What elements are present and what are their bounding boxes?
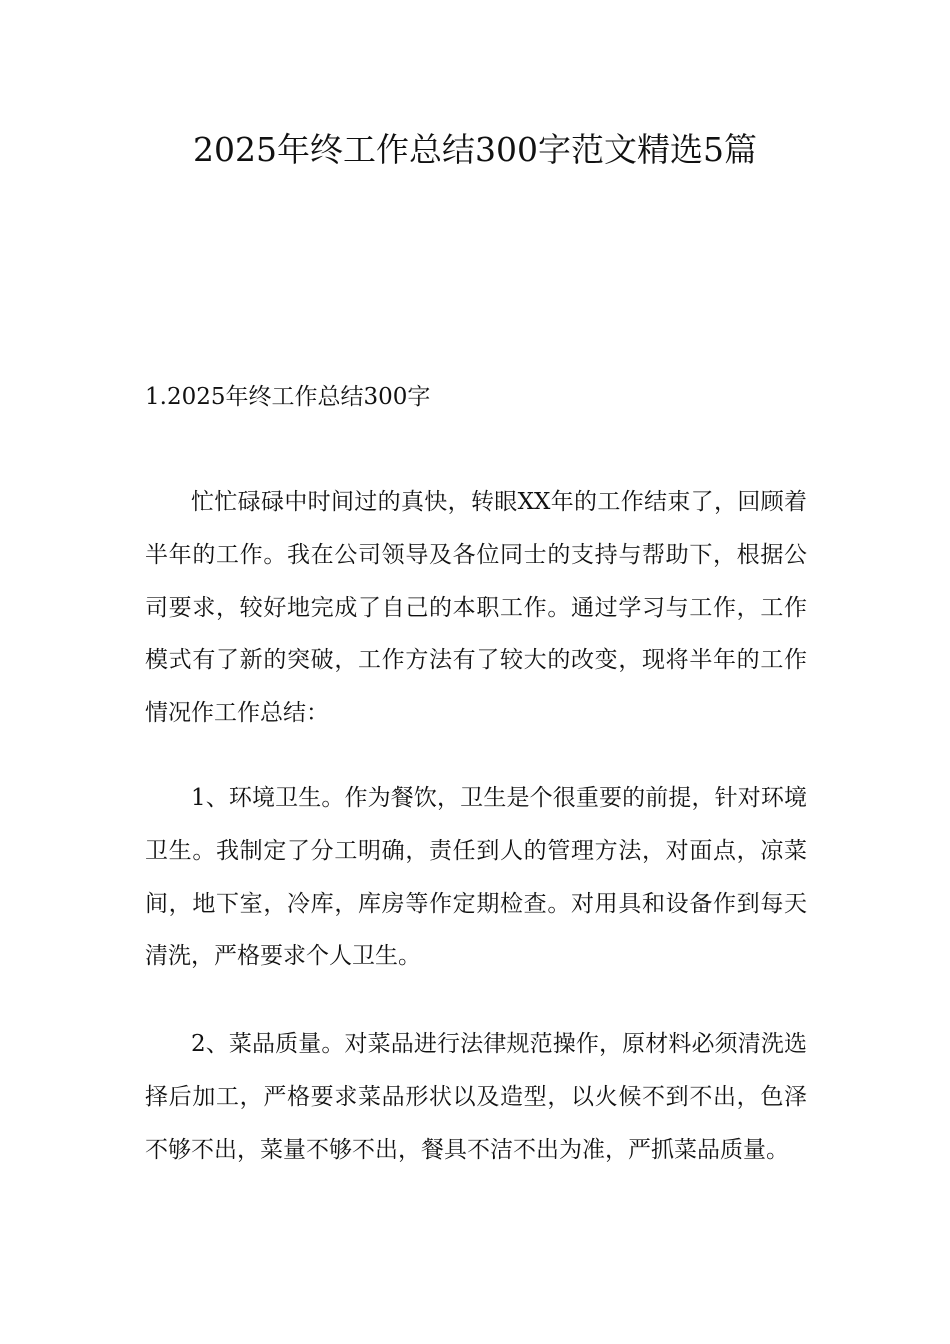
section-heading: 1.2025年终工作总结300字 xyxy=(145,384,431,410)
paragraph-intro: 忙忙碌碌中时间过的真快，转眼XX年的工作结束了，回顾着半年的工作。我在公司领导及各位同士的支持与帮助下，根据公司要求，较好地完成了自己的本职工作。通过学习与工作，工作模式有了新的突破，工作方法有了较大的改变，现将半年的工作情况作工作总结： xyxy=(145,489,807,727)
paragraph-environment-hygiene: 1、环境卫生。作为餐饮，卫生是个很重要的前提，针对环境卫生。我制定了分工明确，责任到人的管理方法，对面点，凉菜间，地下室，冷库，库房等作定期检查。对用具和设备作到每天清洗，严格要求个人卫生。 xyxy=(145,785,807,970)
paragraph-dish-quality: 2、菜品质量。对菜品进行法律规范操作，原材料必须清洗选择后加工，严格要求菜品形状以及造型，以火候不到不出，色泽不够不出，菜量不够不出，餐具不洁不出为准，严抓菜品质量。 xyxy=(145,1031,807,1163)
document-title: 2025年终工作总结300字范文精选5篇 xyxy=(193,130,757,169)
